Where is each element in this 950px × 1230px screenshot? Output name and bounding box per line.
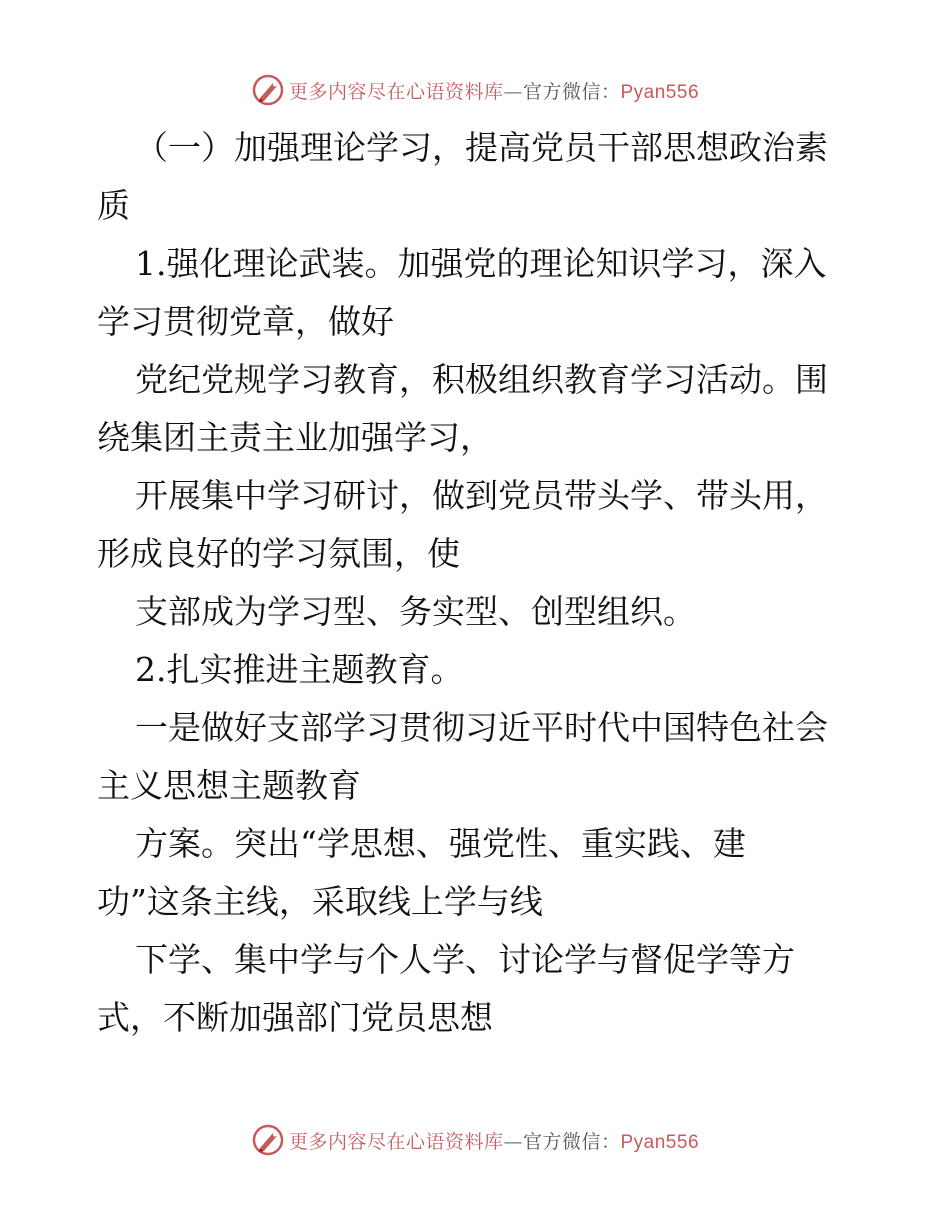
text-line: 主义思想主题教育 [97, 766, 361, 805]
text-line: 形成良好的学习氛围，使 [97, 534, 460, 573]
watermark-official: 官方微信： [522, 1130, 621, 1153]
watermark-main: 更多内容尽在心语资料库 [288, 1130, 504, 1153]
text-line: 学习贯彻党章，做好 [97, 302, 394, 341]
text-line: 式，不断加强部门党员思想 [97, 998, 493, 1037]
text-line: 下学、集中学与个人学、讨论学与督促学等方 [135, 940, 795, 979]
text-line: 党纪党规学习教育，积极组织教育学习活动。围 [135, 360, 828, 399]
header-watermark [0, 70, 950, 110]
pen-circle-icon [251, 73, 285, 107]
text-line: 方案。突出“学思想、强党性、重实践、建 [135, 824, 746, 863]
text-line: 质 [97, 186, 130, 225]
watermark-text [289, 77, 699, 104]
watermark-main: 更多内容尽在心语资料库 [288, 80, 504, 103]
text-line: 1.强化理论武装。加强党的理论知识学习，深入 [135, 244, 827, 283]
watermark-handle: Pyan556 [620, 81, 700, 103]
text-line: 功”这条主线，采取线上学与线 [97, 882, 543, 921]
watermark-official: 官方微信： [522, 80, 621, 103]
watermark-text [289, 1127, 699, 1154]
text-line: （一）加强理论学习，提高党员干部思想政治素 [135, 128, 828, 167]
watermark-handle: Pyan556 [620, 1131, 700, 1153]
text-line: 一是做好支部学习贯彻习近平时代中国特色社会 [135, 708, 828, 747]
text-line: 绕集团主责主业加强学习， [97, 418, 493, 457]
pen-circle-icon [251, 1123, 285, 1157]
text-line: 支部成为学习型、务实型、创型组织。 [135, 592, 696, 631]
watermark-separator: — [503, 1130, 523, 1153]
text-line: 2.扎实推进主题教育。 [135, 650, 464, 689]
footer-watermark [0, 1120, 950, 1160]
watermark-separator: — [503, 80, 523, 103]
text-line: 开展集中学习研讨，做到党员带头学、带头用， [135, 476, 828, 515]
document-body [97, 118, 857, 1046]
